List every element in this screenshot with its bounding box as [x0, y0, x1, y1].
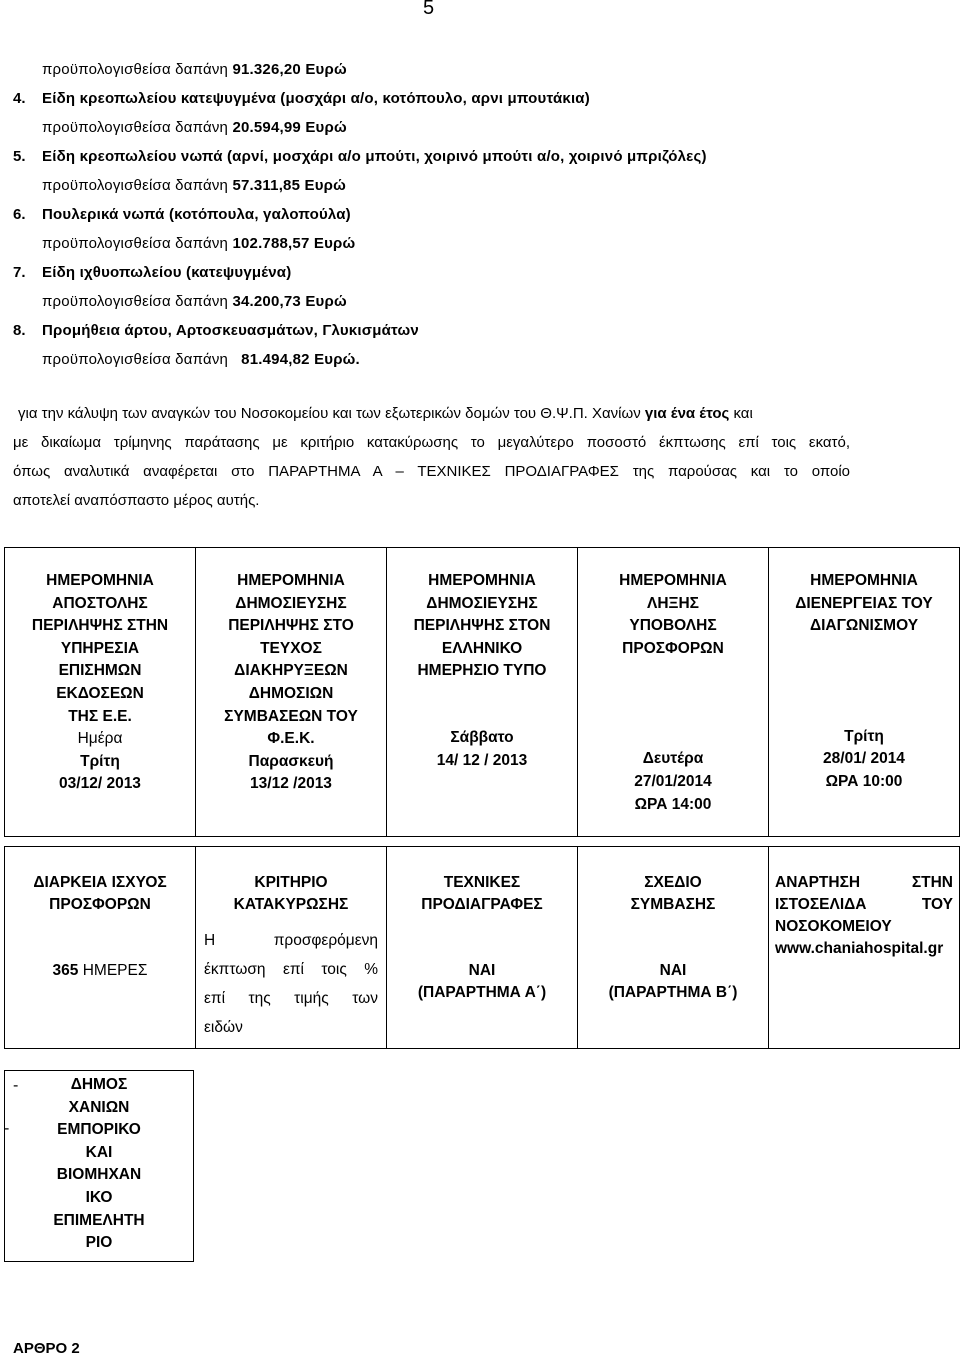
- dates-cell-press: ΗΜΕΡΟΜΗΝΙΑ ΔΗΜΟΣΙΕΥΣΗΣ ΠΕΡΙΛΗΨΗΣ ΣΤΟΝ ΕΛΛΗΝΙΚΟ ΗΜΕΡΗΣΙΟ ΤΥΠΟ Σάββατο 14/ 12 / 2013: [387, 548, 578, 837]
- terms-cell-contract: ΣΧΕΔΙΟ ΣΥΜΒΑΣΗΣ ΝΑΙ (ΠΑΡΑΡΤΗΜΑ Β΄): [578, 847, 769, 1049]
- dates-cell-deadline: ΗΜΕΡΟΜΗΝΙΑ ΛΗΞΗΣ ΥΠΟΒΟΛΗΣ ΠΡΟΣΦΟΡΩΝ Δευτέρα 27/01/2014 ΩΡΑ 14:00: [578, 548, 769, 837]
- item-4-budget: προϋπολογισθείσα δαπάνη 20.594,99 Ευρώ: [42, 119, 347, 136]
- dash-2: -: [4, 1120, 10, 1137]
- item-6-budget: προϋπολογισθείσα δαπάνη 102.788,57 Ευρώ: [42, 235, 356, 252]
- dates-cell-ojeu: ΗΜΕΡΟΜΗΝΙΑ ΑΠΟΣΤΟΛΗΣ ΠΕΡΙΛΗΨΗΣ ΣΤΗΝ ΥΠΗΡΕΣΙΑ ΕΠΙΣΗΜΩΝ ΕΚΔΟΣΕΩΝ ΤΗΣ Ε.Ε. Ημέρα Τρίτη 03/12/ 2013: [5, 548, 196, 837]
- terms-cell-criterion: ΚΡΙΤΗΡΙΟ ΚΑΤΑΚΥΡΩΣΗΣ Η προσφερόμενη έκπτωση επί τοις % επί της τιμής των ειδών: [196, 847, 387, 1049]
- item-5-number: 5.: [13, 148, 26, 165]
- item-4-number: 4.: [13, 90, 26, 107]
- item-6-title: Πουλερικά νωπά (κοτόπουλα, γαλοπούλα): [42, 206, 351, 223]
- hospital-website-link[interactable]: www.chaniahospital.gr: [775, 940, 944, 957]
- item-3-budget: προϋπολογισθείσα δαπάνη 91.326,20 Ευρώ: [42, 61, 347, 78]
- item-7-budget: προϋπολογισθείσα δαπάνη 34.200,73 Ευρώ: [42, 293, 347, 310]
- item-5-title: Είδη κρεοπωλείου νωπά (αρνί, μοσχάρι α/ο μπούτι, χοιρινό μπούτι α/ο, χοιρινό μπριζόλες): [42, 148, 707, 165]
- item-7-number: 7.: [13, 264, 26, 281]
- chamber-table: [4, 1070, 194, 1262]
- item-8-number: 8.: [13, 322, 26, 339]
- dates-cell-fek: ΗΜΕΡΟΜΗΝΙΑ ΔΗΜΟΣΙΕΥΣΗΣ ΠΕΡΙΛΗΨΗΣ ΣΤΟ ΤΕΥΧΟΣ ΔΙΑΚΗΡΥΞΕΩΝ ΔΗΜΟΣΙΩΝ ΣΥΜΒΑΣΕΩΝ ΤΟΥ Φ.Ε.Κ. Παρασκευή 13/12 /2013: [196, 548, 387, 837]
- description-paragraph: [13, 399, 850, 515]
- paragraph-line-2: με δικαίωμα τρίμηνης παράτασης με κριτήριο κατακύρωσης το μεγαλύτερο ποσοστό έκπτωσης επί τοις εκατό,: [13, 434, 850, 451]
- terms-cell-validity: ΔΙΑΡΚΕΙΑ ΙΣΧΥΟΣ ΠΡΟΣΦΟΡΩΝ 365 ΗΜΕΡΕΣ: [5, 847, 196, 1049]
- item-8-title: Προμήθεια άρτου, Αρτοσκευασμάτων, Γλυκισμάτων: [42, 322, 419, 339]
- terms-cell-website: ΑΝΑΡΤΗΣΗ ΣΤΗΝ ΙΣΤΟΣΕΛΙΔΑ ΤΟΥ ΝΟΣΟΚΟΜΕΙΟΥ www.chaniahospital.gr: [769, 847, 960, 1049]
- item-5-budget: προϋπολογισθείσα δαπάνη 57.311,85 Ευρώ: [42, 177, 346, 194]
- terms-cell-specs: ΤΕΧΝΙΚΕΣ ΠΡΟΔΙΑΓΡΑΦΕΣ ΝΑΙ (ΠΑΡΑΡΤΗΜΑ Α΄): [387, 847, 578, 1049]
- item-4-title: Είδη κρεοπωλείου κατεψυγμένα (μοσχάρι α/ο, κοτόπουλο, αρνι μπουτάκια): [42, 90, 590, 107]
- item-8-budget: προϋπολογισθείσα δαπάνη 81.494,82 Ευρώ.: [42, 351, 360, 368]
- item-7-title: Είδη ιχθυοπωλείου (κατεψυγμένα): [42, 264, 292, 281]
- paragraph-line-4: αποτελεί αναπόσπαστο μέρος αυτής.: [13, 492, 260, 509]
- paragraph-line-1: για την κάλυψη των αναγκών του Νοσοκομείου και των εξωτερικών δομών του Θ.Ψ.Π. Χανίων για ένα έτος και: [18, 405, 753, 422]
- article-heading: ΑΡΘΡΟ 2: [13, 1340, 80, 1357]
- terms-table: [4, 846, 960, 1049]
- dates-cell-opening: ΗΜΕΡΟΜΗΝΙΑ ΔΙΕΝΕΡΓΕΙΑΣ ΤΟΥ ΔΙΑΓΩΝΙΣΜΟΥ Τρίτη 28/01/ 2014 ΩΡΑ 10:00: [769, 548, 960, 837]
- dash-1: -: [13, 1077, 19, 1094]
- dates-table: [4, 547, 960, 837]
- item-6-number: 6.: [13, 206, 26, 223]
- paragraph-line-3: όπως αναλυτικά αναφέρεται στο ΠΑΡΑΡΤΗΜΑ Α – ΤΕΧΝΙΚΕΣ ΠΡΟΔΙΑΓΡΑΦΕΣ της παρούσας και το οποίο: [13, 463, 850, 480]
- page-number: 5: [423, 0, 435, 19]
- chamber-cell: ΔΗΜΟΣ ΧΑΝΙΩΝ ΕΜΠΟΡΙΚΟ ΚΑΙ ΒΙΟΜΗΧΑΝ ΙΚΟ ΕΠΙΜΕΛΗΤΗ ΡΙΟ: [5, 1071, 194, 1262]
